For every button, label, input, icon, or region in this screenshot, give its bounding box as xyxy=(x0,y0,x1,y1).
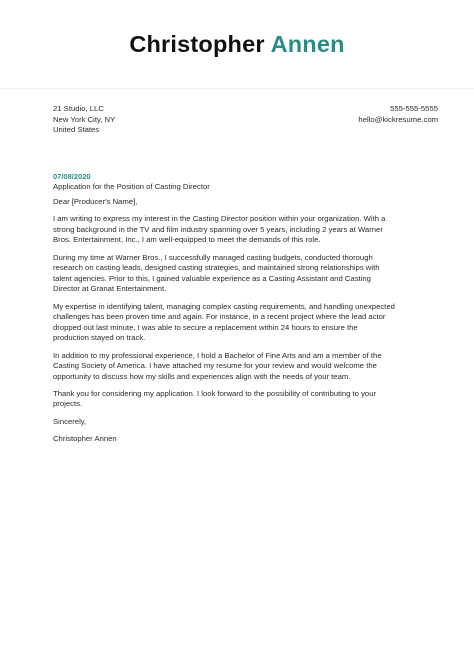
body-paragraph xyxy=(53,302,438,344)
letter-date: 07/08/2020 xyxy=(53,172,91,181)
body-paragraph xyxy=(53,253,438,295)
phone-number: 555-555-5555 xyxy=(390,104,438,113)
text-line: dropped out last minute, I was able to secure a replacement within 24 hours to ensure the xyxy=(53,322,358,332)
first-name: Christopher xyxy=(129,31,265,57)
text-line: strong background in the TV and film industry spanning over 5 years, including 2 years at Warner xyxy=(53,224,383,234)
text-line: Bros. Entertainment, Inc., I am well-equipped to meet the demands of this role. xyxy=(53,235,321,245)
header-divider xyxy=(0,88,474,89)
text-line: challenges has been proven time and again. For instance, in a recent project where the lead actor xyxy=(53,312,386,322)
text-line: During my time at Warner Bros., I successfully managed casting budgets, conducted thorough xyxy=(53,252,373,262)
contact-details xyxy=(358,104,438,125)
salutation: Dear [Producer's Name], xyxy=(53,197,138,206)
text-line: talent agencies. Prior to this, I gained valuable experience as a Casting Assistant and Casting xyxy=(53,273,371,283)
text-line: research on casting leads, designed casting strategies, and maintained strong relationships with xyxy=(53,263,380,273)
body-paragraph xyxy=(53,389,438,410)
text-line: Casting Society of America. I have attached my resume for your review and would welcome the xyxy=(53,361,377,371)
text-line: production stayed on track. xyxy=(53,333,146,343)
signature-name: Christopher Annen xyxy=(53,433,117,443)
address-line: New York City, NY xyxy=(53,114,116,124)
body-paragraph xyxy=(53,351,438,383)
body-paragraph xyxy=(53,214,438,246)
email-address: hello@kickresume.com xyxy=(358,114,438,124)
closing: Sincerely, xyxy=(53,416,87,426)
text-line: Director at Granat Entertainment. xyxy=(53,284,167,294)
address-block xyxy=(53,104,115,136)
text-line: projects. xyxy=(53,399,83,409)
text-line: Thank you for considering my application. I look forward to the possibility of contributing to your xyxy=(53,388,377,398)
text-line: I am writing to express my interest in the Casting Director position within your organization. With a xyxy=(53,214,386,224)
address-line: 21 Studio, LLC xyxy=(53,104,104,113)
text-line: In addition to my professional experience, I hold a Bachelor of Fine Arts and am a member of the xyxy=(53,350,382,360)
text-line: My expertise in identifying talent, managing complex casting requirements, and handling unexpected xyxy=(53,301,395,311)
text-line: opportunity to discuss how my skills and experiences align with the needs of your team. xyxy=(53,371,351,381)
letter-body xyxy=(53,197,438,451)
last-name: Annen xyxy=(270,31,345,57)
name-header xyxy=(0,28,474,70)
contact-block xyxy=(53,104,438,136)
address-line: United States xyxy=(53,125,100,134)
letter-subject: Application for the Position of Casting Director xyxy=(53,182,210,191)
